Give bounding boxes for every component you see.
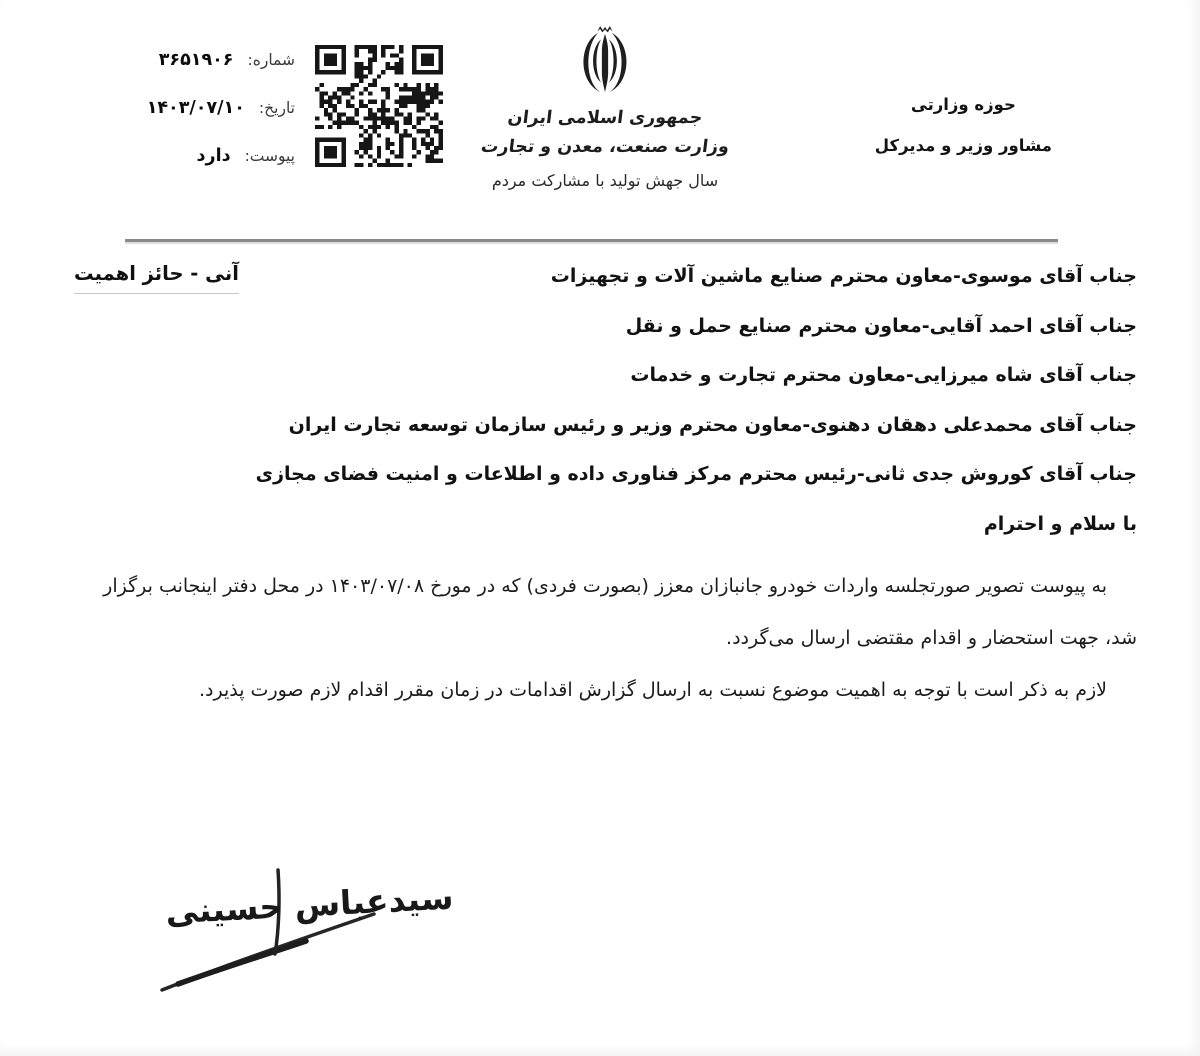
header-separator [125,239,1058,242]
letter-date-row [80,98,295,122]
body-paragraph-2: لازم به ذکر است با توجه به اهمیت موضوع نسبت به ارسال گزارش اقدامات در زمان مقرر اقدام لازم صورت پذیرد. [198,679,1107,701]
priority-tag: آنی - حائز اهمیت [74,262,239,294]
letter-number-row [80,50,295,74]
date-label: تاریخ: [258,99,295,117]
attachment-value: دارد [196,146,231,166]
salutation: با سلام و احترام [983,512,1137,535]
unit-line-1: حوزه وزارتی [910,95,1016,114]
letter-body [68,560,1137,716]
unit-line-2: مشاور وزیر و مدیرکل [874,136,1052,155]
qr-code-container [315,45,443,167]
date-value: ۱۴۰۳/۰۷/۱۰ [146,98,245,118]
issuing-unit [875,84,1052,166]
signature-flourish-stroke-thick [178,941,306,984]
number-label: شماره: [247,51,295,69]
recipient-line: جناب آقای شاه میرزایی-معاون محترم تجارت و خدمات [630,364,1137,386]
qr-code-icon [315,45,443,167]
recipients-list [255,252,1137,549]
country-title: جمهوری اسلامی ایران [506,108,704,128]
letter-meta [80,50,295,194]
attachment-label: پیوست: [244,147,295,165]
recipient-line: جناب آقای موسوی-معاون محترم صنایع ماشین آلات و تجهیزات [550,265,1137,287]
signature-name: سیدعباس حسینی [164,877,455,932]
signature-block [138,858,488,1013]
year-slogan: سال جهش تولید با مشارکت مردم [491,171,719,190]
recipient-line: جناب آقای محمدعلی دهقان دهنوی-معاون محترم وزیر و رئیس سازمان توسعه تجارت ایران [288,413,1137,436]
recipient-line: جناب آقای احمد آقایی-معاون محترم صنایع حمل و نقل [625,314,1137,337]
ministry-title: وزارت صنعت، معدن و تجارت [479,137,731,157]
recipient-line: جناب آقای کوروش جدی ثانی-رئیس محترم مرکز فناوری داده و اطلاعات و امنیت فضای مجازی [255,463,1137,485]
iran-emblem-icon [569,24,641,102]
number-value: ۳۶۵۱۹۰۶ [158,50,234,70]
letter-attachment-row [80,146,295,170]
letterhead-center [465,24,745,190]
body-paragraph-1: به پیوست تصویر صورتجلسه واردات خودرو جانبازان معزز (بصورت فردی) که در مورخ ۱۴۰۳/۰۷/۰۸ در محل دفتر اینجانب برگزار شد، جهت استحضار و اقدام مقتضی ارسال می‌گردد. [103,575,1137,649]
